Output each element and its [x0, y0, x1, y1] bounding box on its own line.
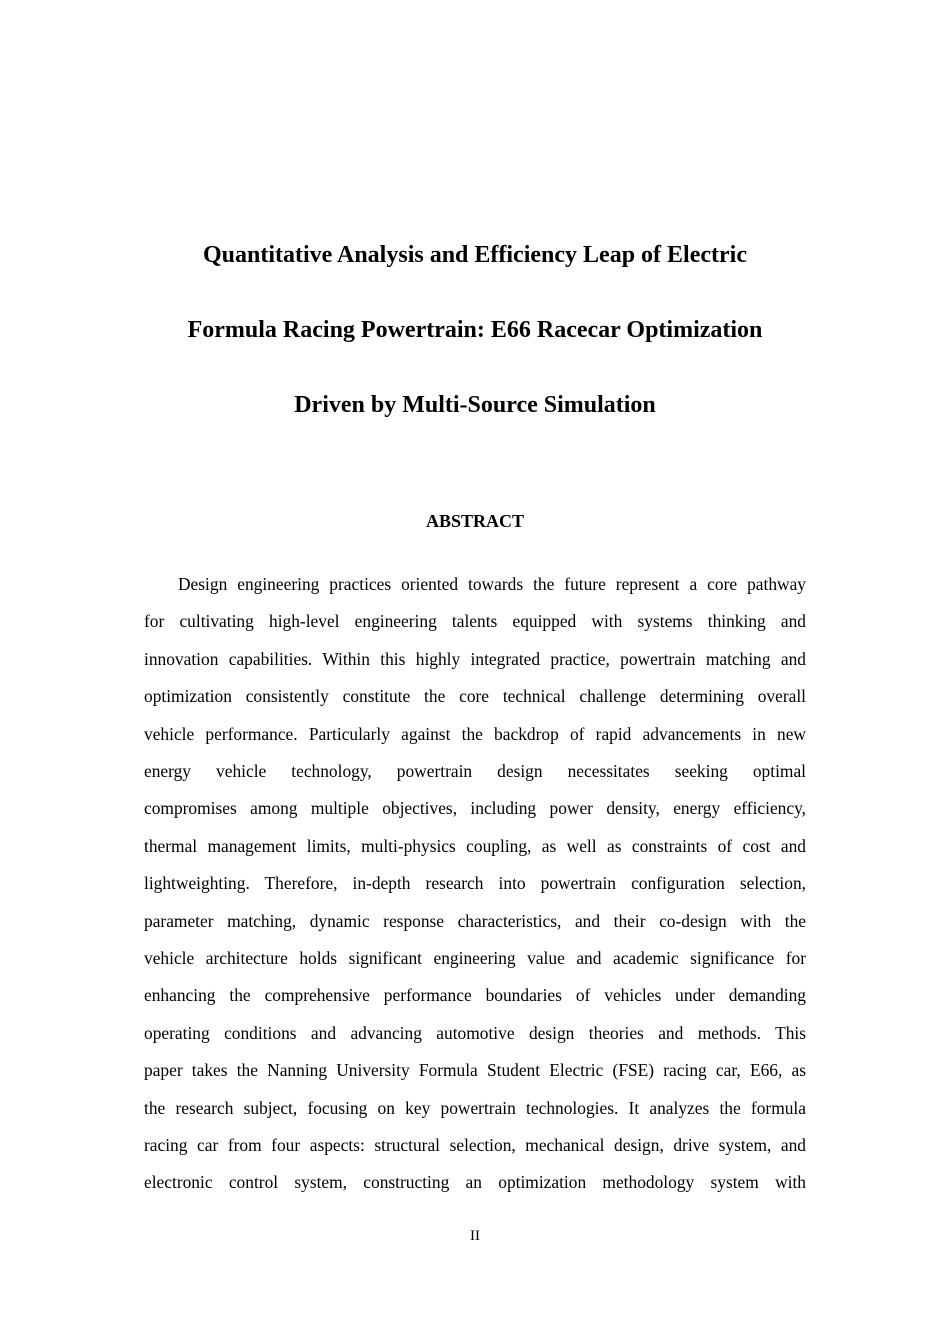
abstract-line: vehicle architecture holds significant engineering value and academic significance for: [144, 948, 806, 968]
abstract-line: enhancing the comprehensive performance boundaries of vehicles under demanding: [144, 985, 806, 1006]
abstract-line: innovation capabilities. Within this highly integrated practice, powertrain matching and: [144, 648, 806, 669]
abstract-line: racing car from four aspects: structural selection, mechanical design, drive system, and: [144, 1135, 806, 1155]
abstract-line: vehicle performance. Particularly against the backdrop of rapid advancements in new: [144, 723, 806, 744]
abstract-line: the research subject, focusing on key powertrain technologies. It analyzes the formula: [144, 1097, 806, 1118]
title-line-3: Driven by Multi-Source Simulation: [294, 392, 656, 418]
abstract-heading: ABSTRACT: [425, 511, 525, 531]
abstract-line: paper takes the Nanning University Formula Student Electric (FSE) racing car, E66, as: [144, 1060, 806, 1081]
abstract-line: operating conditions and advancing automotive design theories and methods. This: [144, 1022, 806, 1043]
abstract-line: parameter matching, dynamic response characteristics, and their co-design with the: [144, 910, 806, 931]
abstract-line: compromises among multiple objectives, including power density, energy efficiency,: [144, 798, 806, 819]
abstract-line: electronic control system, constructing an optimization methodology system with: [144, 1172, 806, 1193]
title-line-1: Quantitative Analysis and Efficiency Leap of Electric: [203, 242, 747, 268]
abstract-line: thermal management limits, multi-physics coupling, as well as constraints of cost and: [144, 835, 806, 856]
title-line-2: Formula Racing Powertrain: E66 Racecar Optimization: [187, 317, 763, 343]
abstract-line: for cultivating high-level engineering talents equipped with systems thinking and: [144, 611, 806, 632]
page-number: II: [470, 1228, 480, 1244]
abstract-line: Design engineering practices oriented towards the future represent a core pathway: [178, 574, 806, 594]
abstract-line: energy vehicle technology, powertrain design necessitates seeking optimal: [144, 761, 806, 781]
abstract-line: optimization consistently constitute the core technical challenge determining overall: [144, 686, 806, 707]
abstract-line: lightweighting. Therefore, in-depth research into powertrain configuration selection,: [144, 873, 806, 894]
